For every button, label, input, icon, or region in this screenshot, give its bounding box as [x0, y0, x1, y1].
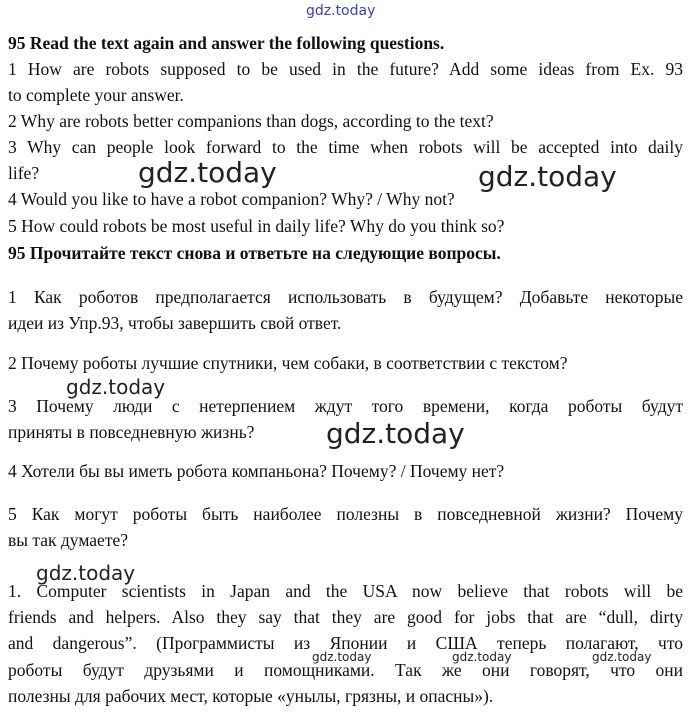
question-2-en: 2 Why are robots better companions than dogs, according to the text? — [8, 111, 494, 131]
watermark-top: gdz.today — [306, 3, 376, 19]
answer-line-5: полезны для рабочих мест, которые «унылы, грязны, и опасны»). — [8, 686, 494, 706]
question-3-ru-line-1: 3 Почему люди с нетерпением ждут того времени, когда роботы будут — [8, 396, 683, 416]
watermark-bottom-2: gdz.today — [452, 650, 512, 664]
question-3-ru-line-2: приняты в повседневную жизнь? — [8, 422, 255, 442]
watermark-answer: gdz.today — [36, 561, 136, 585]
watermark-bottom-3: gdz.today — [592, 650, 652, 664]
question-3-en-line-1: 3 Why can people look forward to the time when robots will be accepted into daily — [8, 137, 683, 157]
answer-line-2: friends and helpers. Also they say that they are good for jobs that are “dull, dirty — [8, 607, 683, 627]
watermark-small-left: gdz.today — [66, 375, 166, 399]
question-5-en: 5 How could robots be most useful in daily life? Why do you think so? — [8, 216, 505, 236]
exercise-heading-ru: 95 Прочитайте текст снова и ответьте на следующие вопросы. — [8, 243, 501, 263]
question-4-ru: 4 Хотели бы вы иметь робота компаньона? Почему? / Почему нет? — [8, 461, 505, 481]
question-2-ru: 2 Почему роботы лучшие спутники, чем собаки, в соответствии с текстом? — [8, 353, 568, 373]
answer-line-1: 1. Computer scientists in Japan and the USA now believe that robots will be — [8, 581, 683, 601]
answer-line-4: роботы будут друзьями и помощниками. Так же они говорят, что они — [8, 660, 683, 680]
answer-line-3: and dangerous”. (Программисты из Японии и США теперь полагают, что — [8, 633, 683, 653]
watermark-left: gdz.today — [138, 156, 277, 189]
question-1-en-line-2: to complete your answer. — [8, 85, 184, 105]
question-4-en: 4 Would you like to have a robot companion? Why? / Why not? — [8, 189, 455, 209]
question-1-en-line-1: 1 How are robots supposed to be used in the future? Add some ideas from Ex. 93 — [8, 59, 683, 79]
question-3-en-line-2: life? — [8, 163, 40, 183]
watermark-right: gdz.today — [478, 160, 617, 193]
question-5-ru-line-2: вы так думаете? — [8, 530, 128, 550]
question-1-ru-line-1: 1 Как роботов предполагается использовать в будущем? Добавьте некоторые — [8, 287, 683, 307]
question-5-ru-line-1: 5 Как могут роботы быть наиболее полезны в повседневной жизни? Почему — [8, 504, 683, 524]
watermark-bottom-1: gdz.today — [312, 650, 372, 664]
watermark-center: gdz.today — [326, 417, 465, 450]
exercise-heading-en: 95 Read the text again and answer the following questions. — [8, 33, 445, 53]
question-1-ru-line-2: идеи из Упр.93, чтобы завершить свой ответ. — [8, 313, 342, 333]
